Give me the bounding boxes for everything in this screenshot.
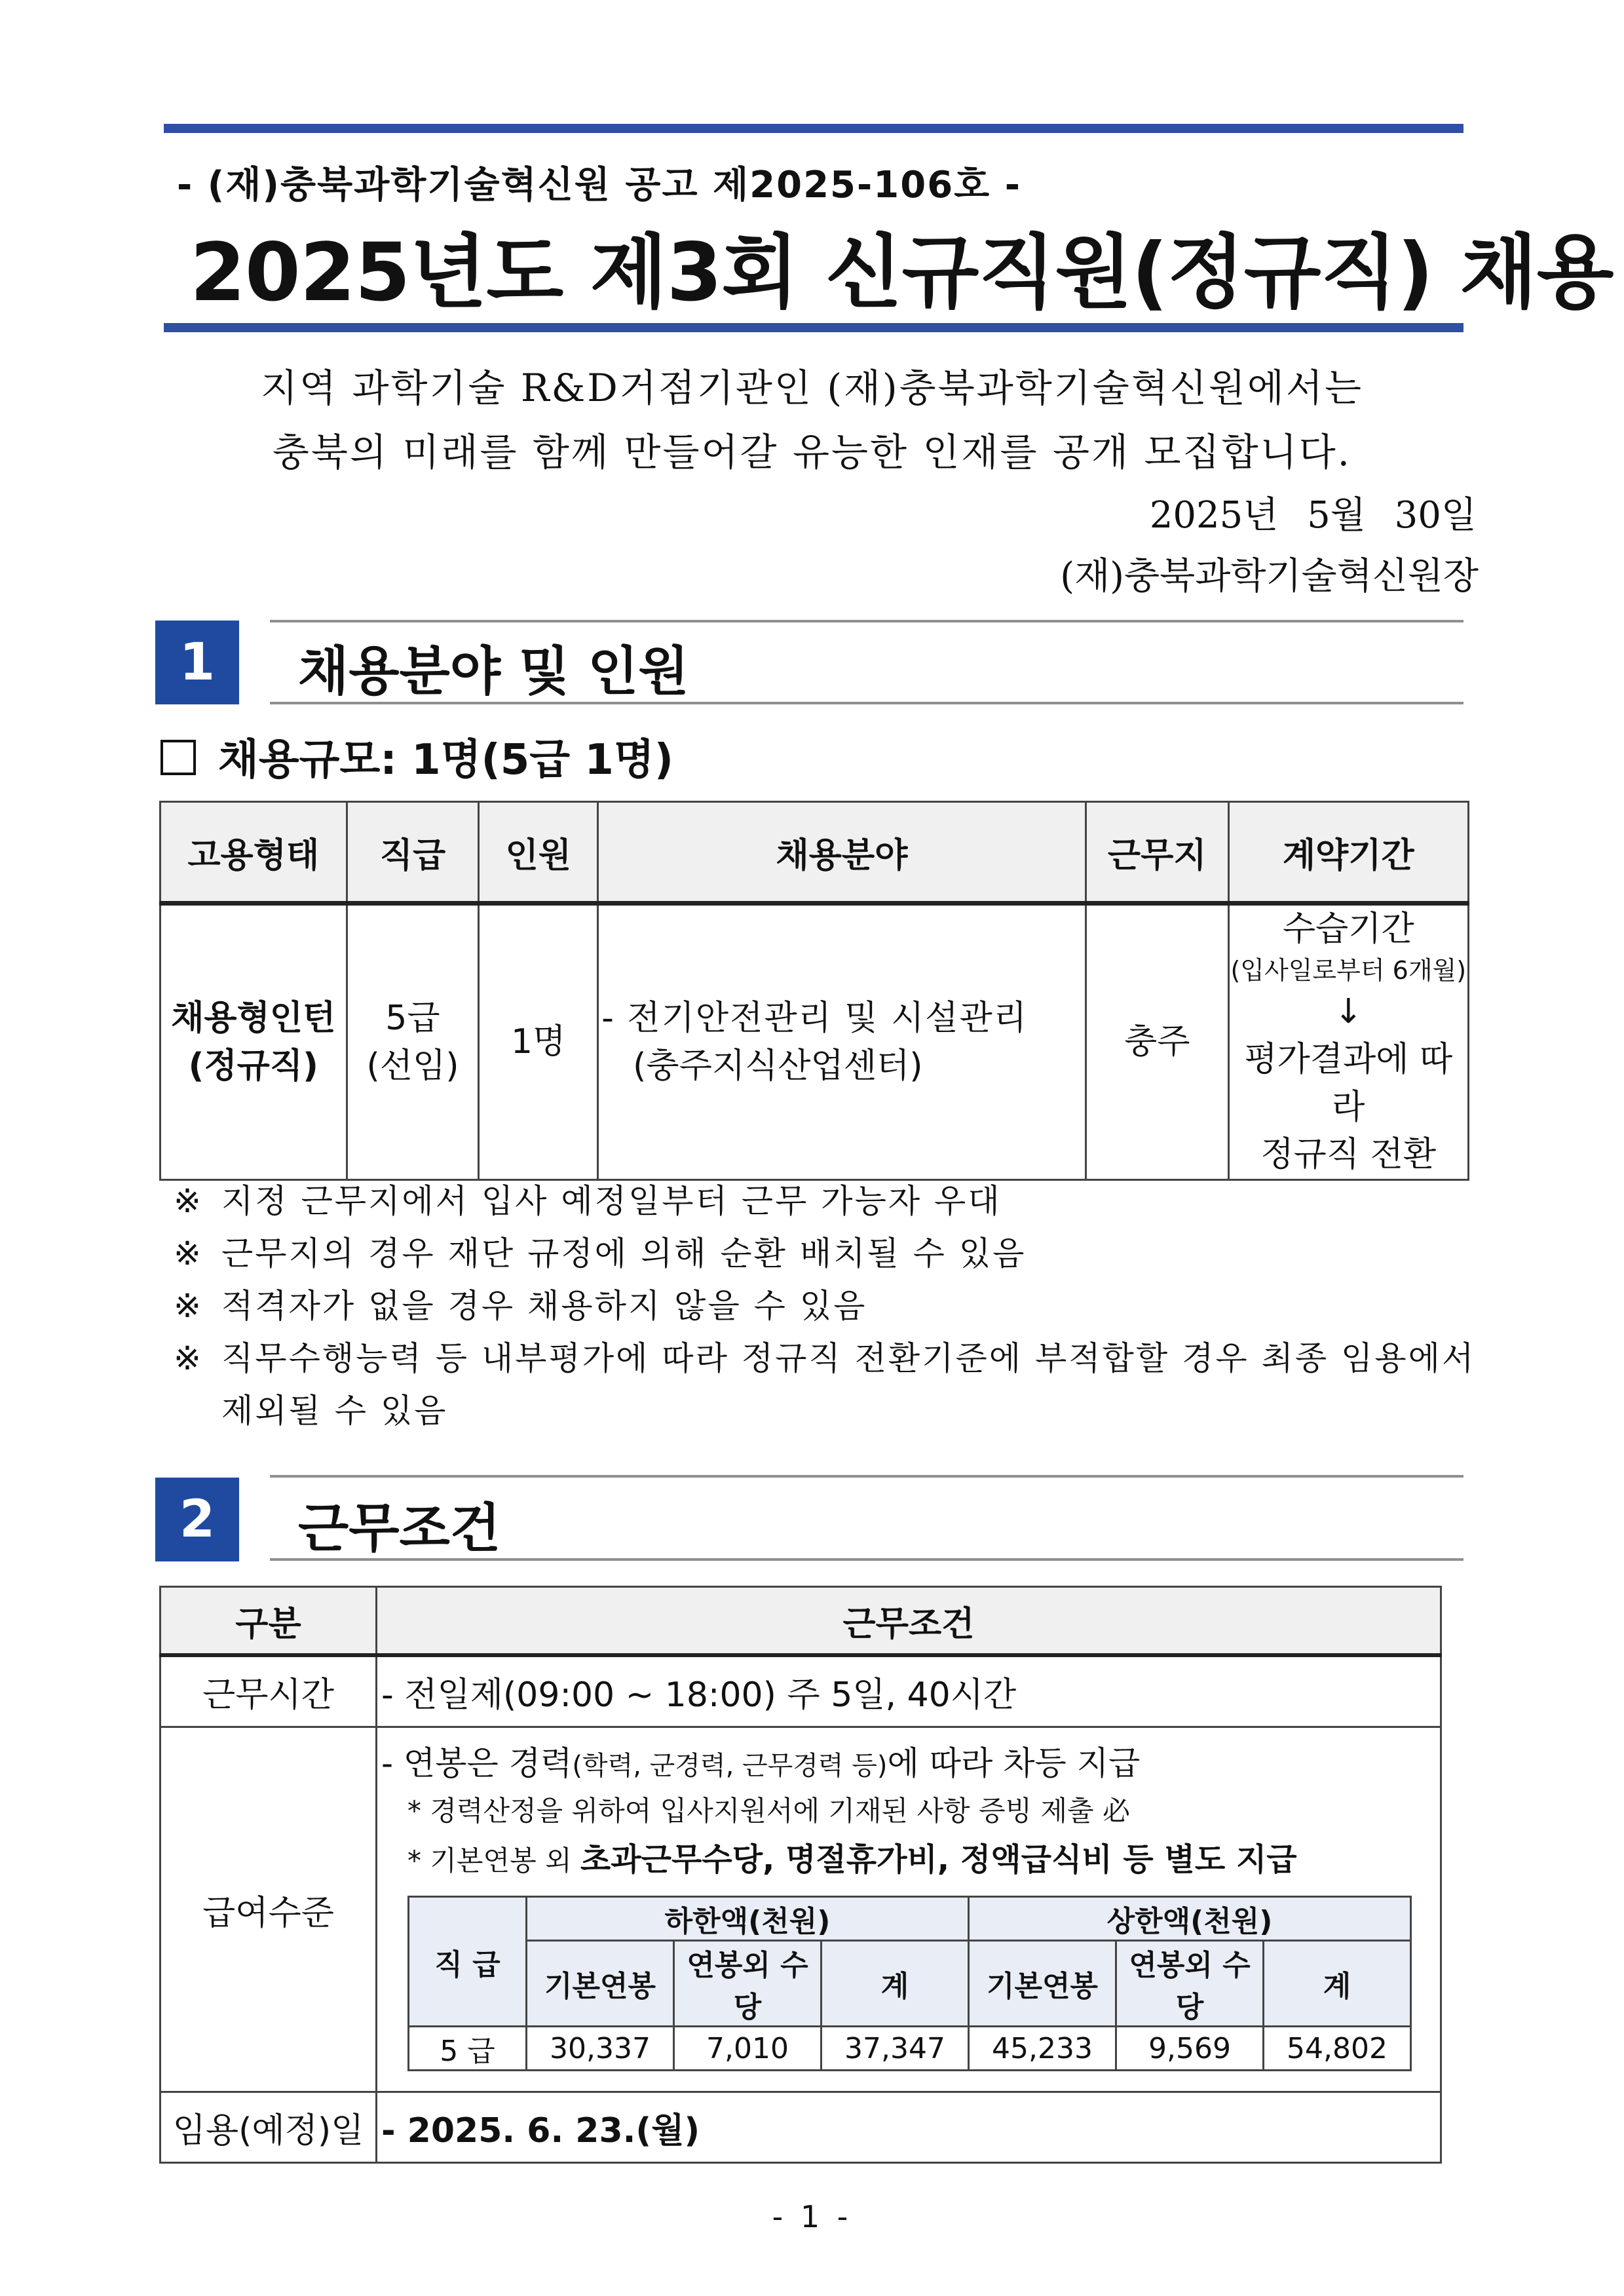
cell-field: [598, 904, 1086, 1180]
salary-lower-header: 하한액(천원): [527, 1897, 969, 1941]
note-mark-icon: ※: [174, 1339, 203, 1377]
section-2-top-line: [270, 1475, 1463, 1478]
section-1-top-line: [270, 620, 1463, 622]
note-mark-icon: ※: [174, 1234, 203, 1272]
note-text: 적격자가 없을 경우 채용하지 않을 수 있음: [221, 1287, 867, 1325]
note-mark-icon: ※: [174, 1287, 203, 1325]
salary-row: [409, 2027, 1411, 2071]
grade-line-1: 5급: [385, 998, 440, 1038]
note-continuation: 제외될 수 있음: [221, 1392, 448, 1430]
cell-headcount: 1명: [479, 904, 598, 1180]
header-field: 채용분야: [598, 802, 1086, 904]
salary-value: 7,010: [674, 2027, 821, 2071]
pay-sub-2a: * 기본연봉 외: [407, 1845, 580, 1877]
intro-line-2: 충북의 미래를 함께 만들어갈 유능한 인재를 공개 모집합니다.: [272, 430, 1352, 474]
section-1-title: 채용분야 및 인원: [298, 641, 689, 702]
salary-subheader: 기본연봉: [527, 1941, 674, 2027]
note-mark-icon: ※: [174, 1182, 203, 1220]
table-row: [161, 1655, 1441, 1727]
salary-table: [407, 1896, 1412, 2071]
appoint-label: 임용(예정)일: [161, 2092, 377, 2163]
header-conditions: 근무조건: [377, 1587, 1441, 1656]
pay-line: [381, 1737, 1440, 1784]
salary-header-row: [409, 1897, 1411, 1941]
salary-subheader-row: [409, 1941, 1411, 2027]
header-category: 구분: [161, 1587, 377, 1656]
period-line-2: (입사일로부터 6개월): [1230, 955, 1467, 985]
header-bottom-rule: [164, 323, 1463, 332]
field-line-2: (충주지식산업센터): [633, 1046, 923, 1086]
section-1-number: 1: [155, 621, 239, 704]
table-header-row: [161, 1587, 1441, 1656]
section-2-title: 근무조건: [298, 1498, 501, 1559]
pay-content: [377, 1727, 1441, 2092]
notice-number: - (재)충북과학기술혁신원 공고 제2025-106호 -: [177, 164, 1021, 206]
salary-value: 9,569: [1116, 2027, 1264, 2071]
table-row: [161, 904, 1469, 1180]
signer: (재)충북과학기술혁신원장: [1060, 555, 1479, 598]
salary-grade-header: 직 급: [409, 1897, 527, 2027]
salary-subheader: 계: [1264, 1941, 1411, 2027]
table-header-row: [161, 802, 1469, 904]
pay-line-c: 에 따라 차등 지급: [887, 1744, 1141, 1782]
page-title: 2025년도 제3회 신규직원(정규직) 채용: [190, 226, 1614, 319]
notice-date: 2025년 5월 30일: [1149, 494, 1477, 537]
page-number: - 1 -: [772, 2199, 852, 2234]
cell-location: 충주: [1086, 904, 1228, 1180]
checkbox-icon: [161, 740, 196, 775]
header-employment-type: 고용형태: [161, 802, 347, 904]
field-line-1: - 전기안전관리 및 시설관리: [601, 998, 1028, 1038]
table-row: [161, 1727, 1441, 2092]
note-text: 근무지의 경우 재단 규정에 의해 순환 배치될 수 있음: [221, 1234, 1027, 1272]
recruitment-scale: [161, 726, 673, 786]
header-headcount: 인원: [479, 802, 598, 904]
employment-type-line-2: (정규직): [188, 1046, 318, 1086]
salary-subheader: 기본연봉: [969, 1941, 1116, 2027]
salary-subheader: 연봉외 수당: [674, 1941, 821, 2027]
employment-type-line-1: 채용형인턴: [171, 998, 336, 1038]
pay-sub-2: [407, 1834, 1440, 1879]
salary-value: 45,233: [969, 2027, 1116, 2071]
cell-grade: [347, 904, 479, 1180]
pay-sub-1: * 경력산정을 위하여 입사지원서에 기재된 사항 증빙 제출 必: [407, 1795, 1130, 1827]
recruitment-scale-label: 채용규모: 1명(5급 1명): [218, 736, 674, 784]
work-conditions-table: [159, 1586, 1442, 2164]
header-top-rule: [164, 124, 1463, 133]
pay-sub-2b: 초과근무수당, 명절휴가비, 정액급식비 등 별도 지급: [580, 1841, 1297, 1878]
salary-subheader: 계: [821, 1941, 969, 2027]
note-item: [174, 1227, 1026, 1274]
salary-subheader: 연봉외 수당: [1116, 1941, 1264, 2027]
intro-line-1: 지역 과학기술 R&D거점기관인 (재)충북과학기술혁신원에서는: [260, 366, 1364, 410]
salary-value: 37,347: [821, 2027, 969, 2071]
table-row: [161, 2092, 1441, 2163]
hours-value: - 전일제(09:00 ~ 18:00) 주 5일, 40시간: [377, 1655, 1441, 1727]
appoint-value: - 2025. 6. 23.(월): [377, 2092, 1441, 2163]
salary-upper-header: 상한액(천원): [969, 1897, 1411, 1941]
salary-value: 30,337: [527, 2027, 674, 2071]
period-line-1: 수습기간: [1282, 909, 1414, 949]
note-text: 지정 근무지에서 입사 예정일부터 근무 가능자 우대: [221, 1182, 1002, 1220]
salary-grade: 5 급: [409, 2027, 527, 2071]
cell-employment-type: [161, 904, 347, 1180]
note-item: [174, 1175, 1002, 1222]
note-item: [174, 1280, 867, 1327]
note-text: 직무수행능력 등 내부평가에 따라 정규직 전환기준에 부적합할 경우 최종 임용에서: [221, 1339, 1476, 1377]
header-location: 근무지: [1086, 802, 1228, 904]
header-grade: 직급: [347, 802, 479, 904]
header-contract-period: 계약기간: [1228, 802, 1468, 904]
pay-line-b: (학력, 군경력, 근무경력 등): [572, 1751, 888, 1781]
period-line-4: 정규직 전환: [1260, 1135, 1437, 1175]
period-line-3: 평가결과에 따라: [1244, 1039, 1453, 1127]
hours-label: 근무시간: [161, 1655, 377, 1727]
recruitment-table: [159, 801, 1469, 1181]
cell-contract-period: [1228, 904, 1468, 1180]
section-2-number: 2: [155, 1478, 239, 1561]
note-item: [174, 1332, 1475, 1379]
grade-line-2: (선임): [366, 1046, 459, 1086]
pay-label: 급여수준: [161, 1727, 377, 2092]
down-arrow-icon: ↓: [1334, 991, 1363, 1031]
salary-value: 54,802: [1264, 2027, 1411, 2071]
pay-line-a: - 연봉은 경력: [381, 1744, 573, 1782]
